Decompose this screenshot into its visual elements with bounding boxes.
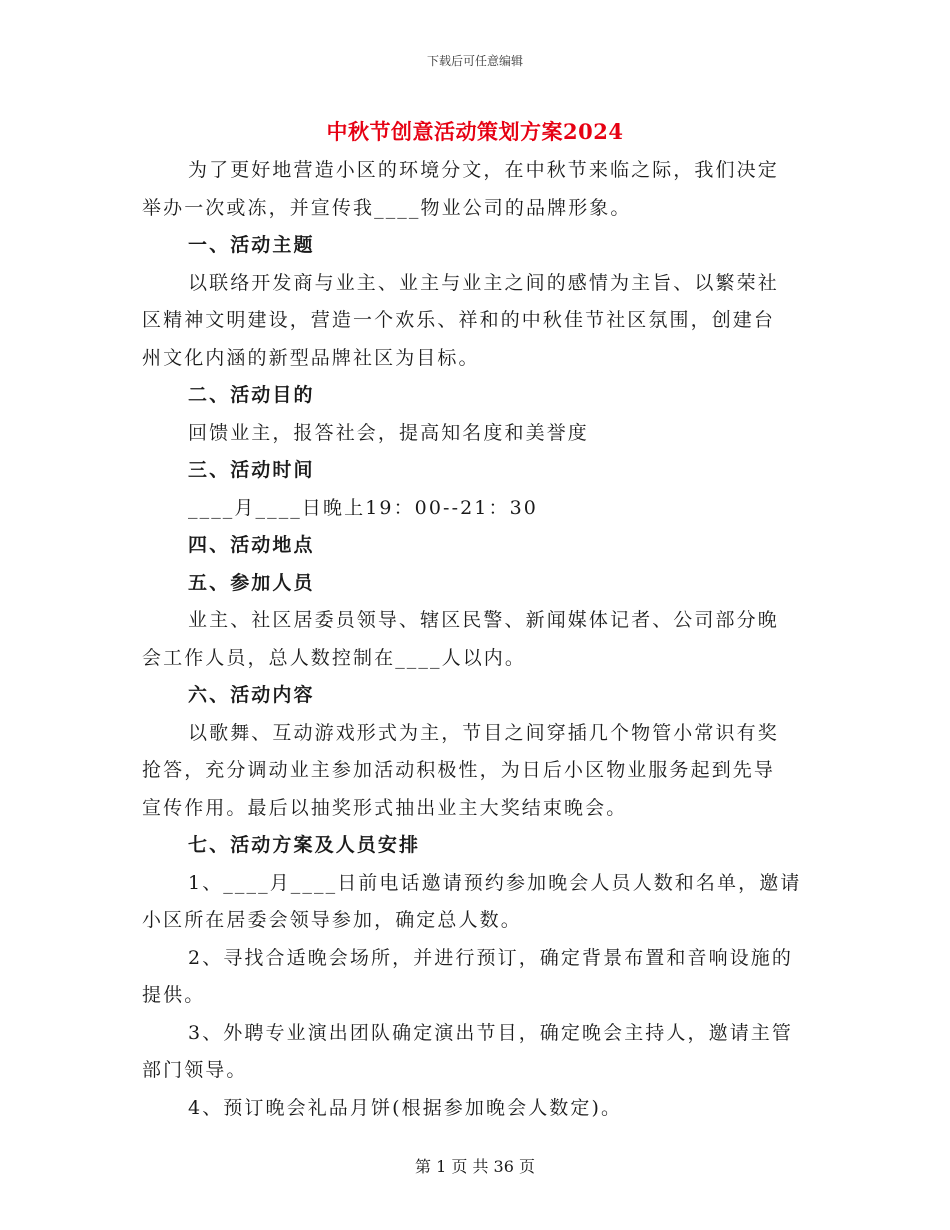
section-heading: 三、活动时间 [188, 459, 315, 481]
body-line: 3、外聘专业演出团队确定演出节目，确定晚会主持人，邀请主管 [188, 1021, 793, 1044]
page-footer: 第 1 页 共 36 页 [415, 1157, 535, 1176]
body-line: 会工作人员，总人数控制在____人以内。 [142, 646, 527, 669]
body-line: 小区所在居委会领导参加，确定总人数。 [142, 909, 522, 931]
body-line: 2、寻找合适晚会场所，并进行预订，确定背景布置和音响设施的 [188, 946, 793, 969]
section-heading: 六、活动内容 [188, 684, 315, 706]
section-heading: 四、活动地点 [188, 534, 315, 556]
section-heading: 七、活动方案及人员安排 [188, 834, 421, 856]
body-line: 业主、社区居委员领导、辖区民警、新闻媒体记者、公司部分晚 [188, 609, 779, 631]
document-body [142, 152, 810, 1127]
section-heading: 五、参加人员 [188, 571, 315, 594]
body-line: 为了更好地营造小区的环境分文，在中秋节来临之际，我们决定 [188, 159, 779, 181]
body-line: 区精神文明建设，营造一个欢乐、祥和的中秋佳节社区氛围，创建台 [142, 309, 776, 331]
body-line: 州文化内涵的新型品牌社区为目标。 [142, 346, 480, 369]
body-line: 以歌舞、互动游戏形式为主，节目之间穿插几个物管小常识有奖 [188, 721, 779, 744]
section-heading: 二、活动目的 [188, 384, 315, 406]
body-line: 抢答，充分调动业主参加活动积极性，为日后小区物业服务起到先导 [142, 759, 776, 781]
body-line: 1、____月____日前电话邀请预约参加晚会人员人数和名单，邀请 [188, 871, 802, 894]
body-line: 举办一次或冻，并宣传我____物业公司的品牌形象。 [142, 196, 632, 219]
body-line: 以联络开发商与业主、业主与业主之间的感情为主旨、以繁荣社 [188, 271, 779, 294]
document-title: 中秋节创意活动策划方案2024 [326, 119, 624, 144]
body-line: 4、预订晚会礼品月饼(根据参加晚会人数定)。 [188, 1096, 623, 1119]
body-line: ____月____日晚上19：00--21：30 [188, 496, 538, 519]
body-line: 宣传作用。最后以抽奖形式抽出业主大奖结束晚会。 [142, 796, 628, 819]
body-line: 部门领导。 [142, 1059, 248, 1081]
section-heading: 一、活动主题 [188, 234, 315, 256]
body-line: 回馈业主，报答社会，提高知名度和美誉度 [188, 421, 589, 444]
body-line: 提供。 [142, 984, 206, 1006]
header-note: 下载后可任意编辑 [426, 54, 523, 68]
